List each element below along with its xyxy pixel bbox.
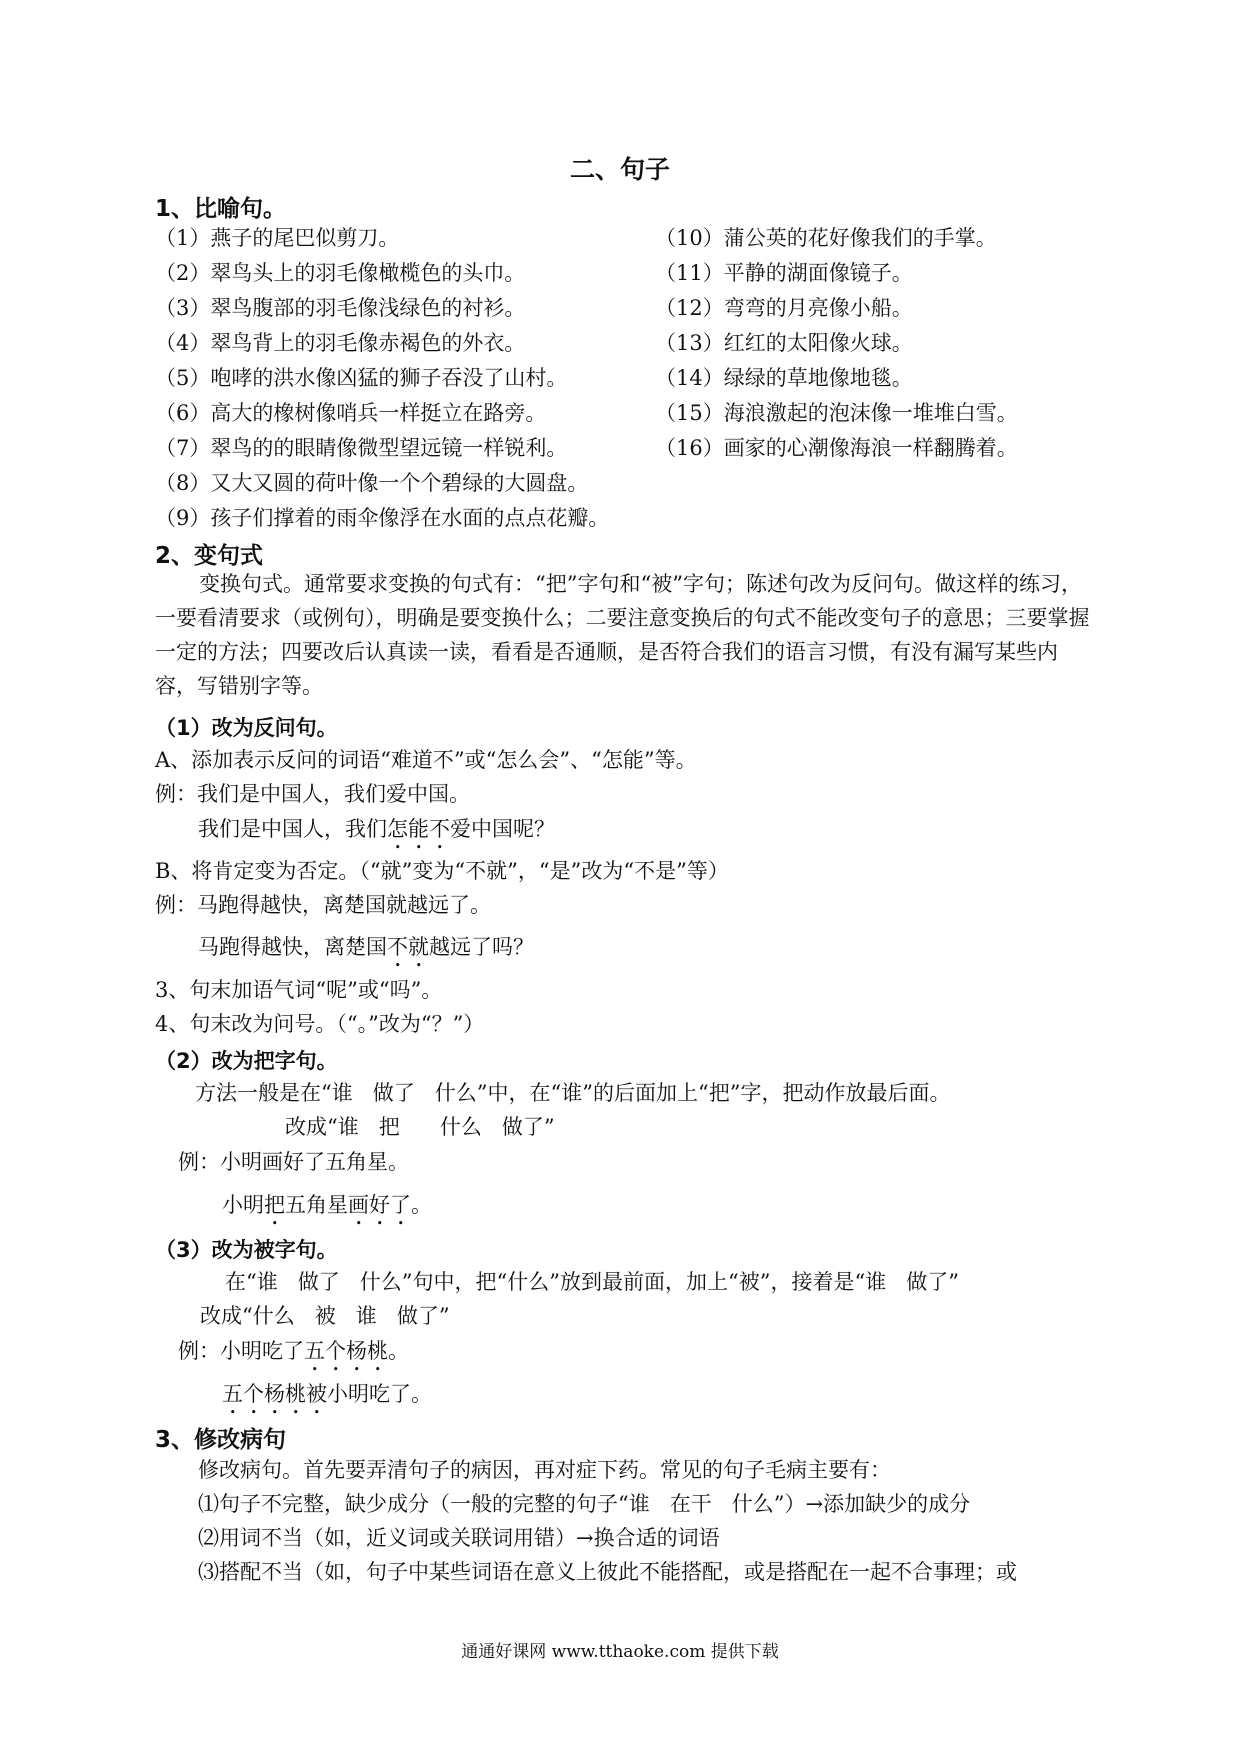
emphasis-mark: 把 — [264, 1193, 285, 1217]
section-2-heading: 2、变句式 — [155, 543, 264, 569]
list-item: （13）红红的太阳像火球。 — [655, 331, 913, 355]
sub-1-example-2: 例：马跑得越快，离楚国就越远了。 — [155, 893, 491, 917]
list-item: ⑵用词不当（如，近义词或关联词用错）→换合适的词语 — [198, 1526, 720, 1550]
list-item: （6）高大的橡树像哨兵一样挺立在路旁。 — [155, 401, 547, 425]
sub-3-change: 改成“什么 被 谁 做了” — [200, 1304, 450, 1328]
emphasis-mark: 不就 — [387, 935, 429, 959]
emphasis-mark: 画好了 — [348, 1193, 411, 1217]
sub-1-heading: （1）改为反问句。 — [155, 716, 338, 740]
list-item: （2）翠鸟头上的羽毛像橄榄色的头巾。 — [155, 261, 526, 285]
sub-3-heading: （3）改为被字句。 — [155, 1238, 338, 1262]
list-item: （15）海浪激起的泡沫像一堆堆白雪。 — [655, 401, 1018, 425]
sub-1-example-1-answer: 我们是中国人，我们怎能不爱中国呢？ — [198, 817, 555, 841]
list-item: （11）平静的湖面像镜子。 — [655, 261, 913, 285]
list-item: （1）燕子的尾巴似剪刀。 — [155, 226, 400, 250]
emphasis-mark: 怎能不 — [387, 817, 450, 841]
section-2-intro: 变换句式。通常要求变换的句式有：“把”字句和“被”字句；陈述句改为反问句。做这样的练习，一要看清要求（或例句），明确是要变换什么；二要注意变换后的句式不能改变句子的意思；三要掌握一定的方法；四要改后认真读一读，看看是否通顺，是否符合我们的语言习惯，有没有漏写某些内容，写错别字等。 — [155, 572, 1090, 698]
sub-1-example-1: 例：我们是中国人，我们爱中国。 — [155, 782, 470, 806]
sub-3-example-answer: 五个杨桃被小明吃了。 — [222, 1382, 432, 1406]
list-item: （14）绿绿的草地像地毯。 — [655, 366, 913, 390]
sub-2-example: 例：小明画好了五角星。 — [178, 1150, 409, 1174]
page-footer: 通通好课网 www.tthaoke.com 提供下载 — [461, 1642, 779, 1662]
section-3-heading: 3、修改病句 — [155, 1427, 287, 1453]
list-item: ⑴句子不完整，缺少成分（一般的完整的句子“谁 在干 什么”）→添加缺少的成分 — [198, 1492, 971, 1516]
list-item: （5）咆哮的洪水像凶猛的狮子吞没了山村。 — [155, 366, 568, 390]
sub-3-example: 例：小明吃了五个杨桃。 — [178, 1339, 409, 1363]
list-item: （8）又大又圆的荷叶像一个个碧绿的大圆盘。 — [155, 471, 589, 495]
list-item: （9）孩子们撑着的雨伞像浮在水面的点点花瓣。 — [155, 506, 610, 530]
sub-1-rule-4: 4、句末改为问号。（“。”改为“？”） — [155, 1012, 485, 1036]
sub-2-method: 方法一般是在“谁 做了 什么”中，在“谁”的后面加上“把”字，把动作放最后面。 — [195, 1081, 951, 1105]
page-title: 二、句子 — [569, 155, 670, 184]
list-item: （16）画家的心潮像海浪一样翻腾着。 — [655, 436, 1018, 460]
emphasis-mark: 五个杨桃被 — [222, 1382, 327, 1406]
section-1-heading: 1、比喻句。 — [155, 196, 287, 222]
sub-1-example-2-answer: 马跑得越快，离楚国不就越远了吗？ — [198, 935, 534, 959]
sub-3-method: 在“谁 做了 什么”句中，把“什么”放到最前面，加上“被”，接着是“谁 做了” — [225, 1270, 959, 1294]
list-item: ⑶搭配不当（如，句子中某些词语在意义上彼此不能搭配，或是搭配在一起不合事理；或 — [198, 1560, 1017, 1584]
list-item: （3）翠鸟腹部的羽毛像浅绿色的衬衫。 — [155, 296, 526, 320]
list-item: （12）弯弯的月亮像小船。 — [655, 296, 913, 320]
list-item: （4）翠鸟背上的羽毛像赤褐色的外衣。 — [155, 331, 526, 355]
list-item: （7）翠鸟的的眼睛像微型望远镜一样锐利。 — [155, 436, 568, 460]
sub-1-rule-b: B、将肯定变为否定。（“就”变为“不就”，“是”改为“不是”等） — [155, 859, 729, 883]
sub-2-heading: （2）改为把字句。 — [155, 1049, 338, 1073]
sub-2-change: 改成“谁 把 什么 做了” — [285, 1115, 555, 1139]
list-item: （10）蒲公英的花好像我们的手掌。 — [655, 226, 997, 250]
emphasis-mark: 五个杨桃 — [304, 1339, 388, 1363]
sub-2-example-answer: 小明把五角星画好了。 — [222, 1193, 432, 1217]
section-3-intro: 修改病句。首先要弄清句子的病因，再对症下药。常见的句子毛病主要有： — [198, 1458, 891, 1482]
sub-1-rule-a: A、添加表示反问的词语“难道不”或“怎么会”、“怎能”等。 — [155, 748, 697, 772]
sub-1-rule-3: 3、句末加语气词“呢”或“吗”。 — [155, 978, 443, 1002]
